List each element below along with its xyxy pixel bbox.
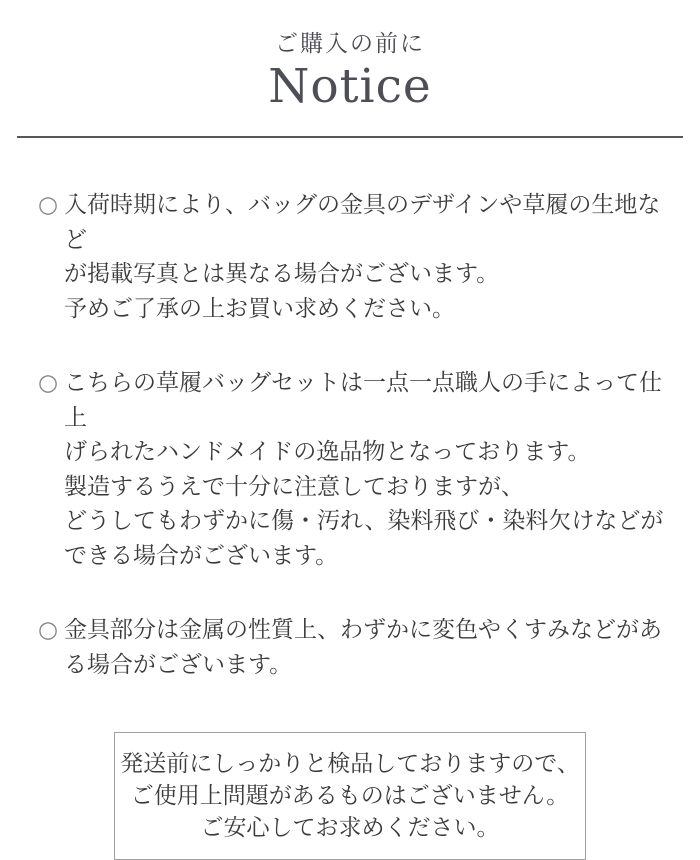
notice-item-metal-parts	[38, 613, 680, 682]
circle-bullet-icon: ○	[38, 370, 59, 396]
notice-line: 予めご了承の上お買い求めください。	[64, 295, 455, 322]
assurance-line: ご使用上問題があるものはございません。	[130, 783, 570, 809]
notice-line: げられたハンドメイドの逸品物となっております。	[64, 439, 591, 465]
notice-line: どうしてもわずかに傷・汚れ、染料飛び・染料欠けなどが	[64, 508, 664, 534]
assurance-line: 発送前にしっかりと検品しておりますので、	[120, 751, 580, 777]
notice-line: る場合がございます。	[64, 651, 293, 678]
notice-text	[64, 366, 680, 573]
circle-bullet-icon: ○	[38, 617, 59, 643]
notice-line: 金具部分は金属の性質上、わずかに変色やくすみなどがあ	[64, 617, 662, 643]
notice-item-handmade	[38, 366, 680, 573]
notice-line: 入荷時期により、バッグの金具のデザインや草履の生地など	[64, 192, 661, 253]
inspection-assurance-box	[114, 732, 586, 860]
notice-line: できる場合がございます。	[64, 542, 339, 569]
notice-text	[64, 613, 680, 682]
notice-line: こちらの草履バッグセットは一点一点職人の手によって仕上	[64, 370, 662, 431]
page-title: Notice	[268, 59, 432, 114]
notice-line: 製造するうえで十分に注意しておりますが、	[64, 473, 524, 500]
notice-item-stock-variation	[38, 188, 680, 326]
notice-text	[64, 188, 680, 326]
circle-bullet-icon: ○	[38, 192, 59, 218]
assurance-line: ご安心してお求めください。	[200, 815, 500, 841]
notice-list	[0, 138, 700, 682]
notice-header	[0, 30, 700, 114]
header-subtitle: ご購入の前に	[275, 31, 425, 57]
notice-line: が掲載写真とは異なる場合がございます。	[64, 261, 500, 287]
